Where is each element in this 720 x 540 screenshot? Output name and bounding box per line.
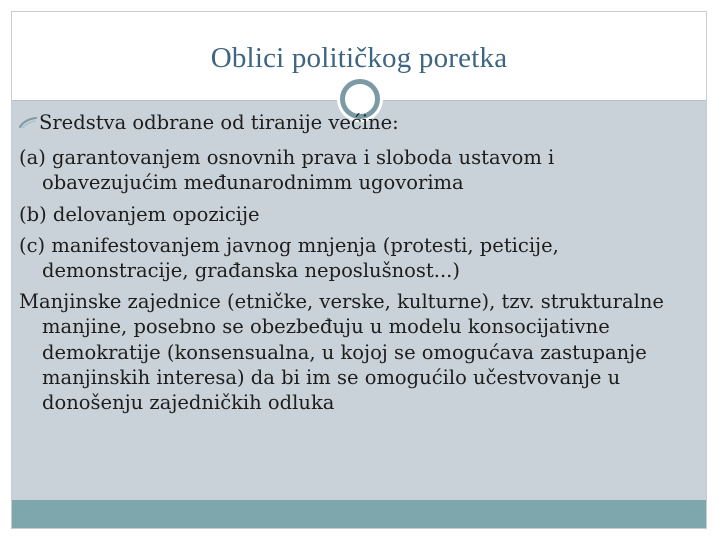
bullet-icon — [19, 115, 37, 129]
body-text — [19, 110, 689, 421]
paragraph-a: (a) garantovanjem osnovnih prava i sloboda ustavom i obavezujućim međunarodnimm ugovorima — [19, 146, 555, 195]
paragraph-minorities: Manjinske zajednice (etničke, verske, kulturne), tzv. strukturalne manjine, posebno se obezbeđuju u modelu konsocijativne demokratije (konsensualna, u kojoj se omogućava zastupanje manjinskih interesa) da bi im se omogućilo učestvovanje u donošenju zajedničkih odluka — [19, 290, 664, 415]
paragraph-b: (b) delovanjem opozicije — [19, 202, 260, 226]
bullet-item — [19, 110, 689, 135]
bottom-band — [12, 500, 706, 528]
bullet-text: Sredstva odbrane od tiranije većine: — [39, 111, 399, 134]
slide-title: Oblici političkog poretka — [210, 42, 508, 74]
paragraph-c: (c) manifestovanjem javnog mnjenja (protesti, peticije, demonstracije, građanska neposlušnost...) — [19, 233, 559, 283]
